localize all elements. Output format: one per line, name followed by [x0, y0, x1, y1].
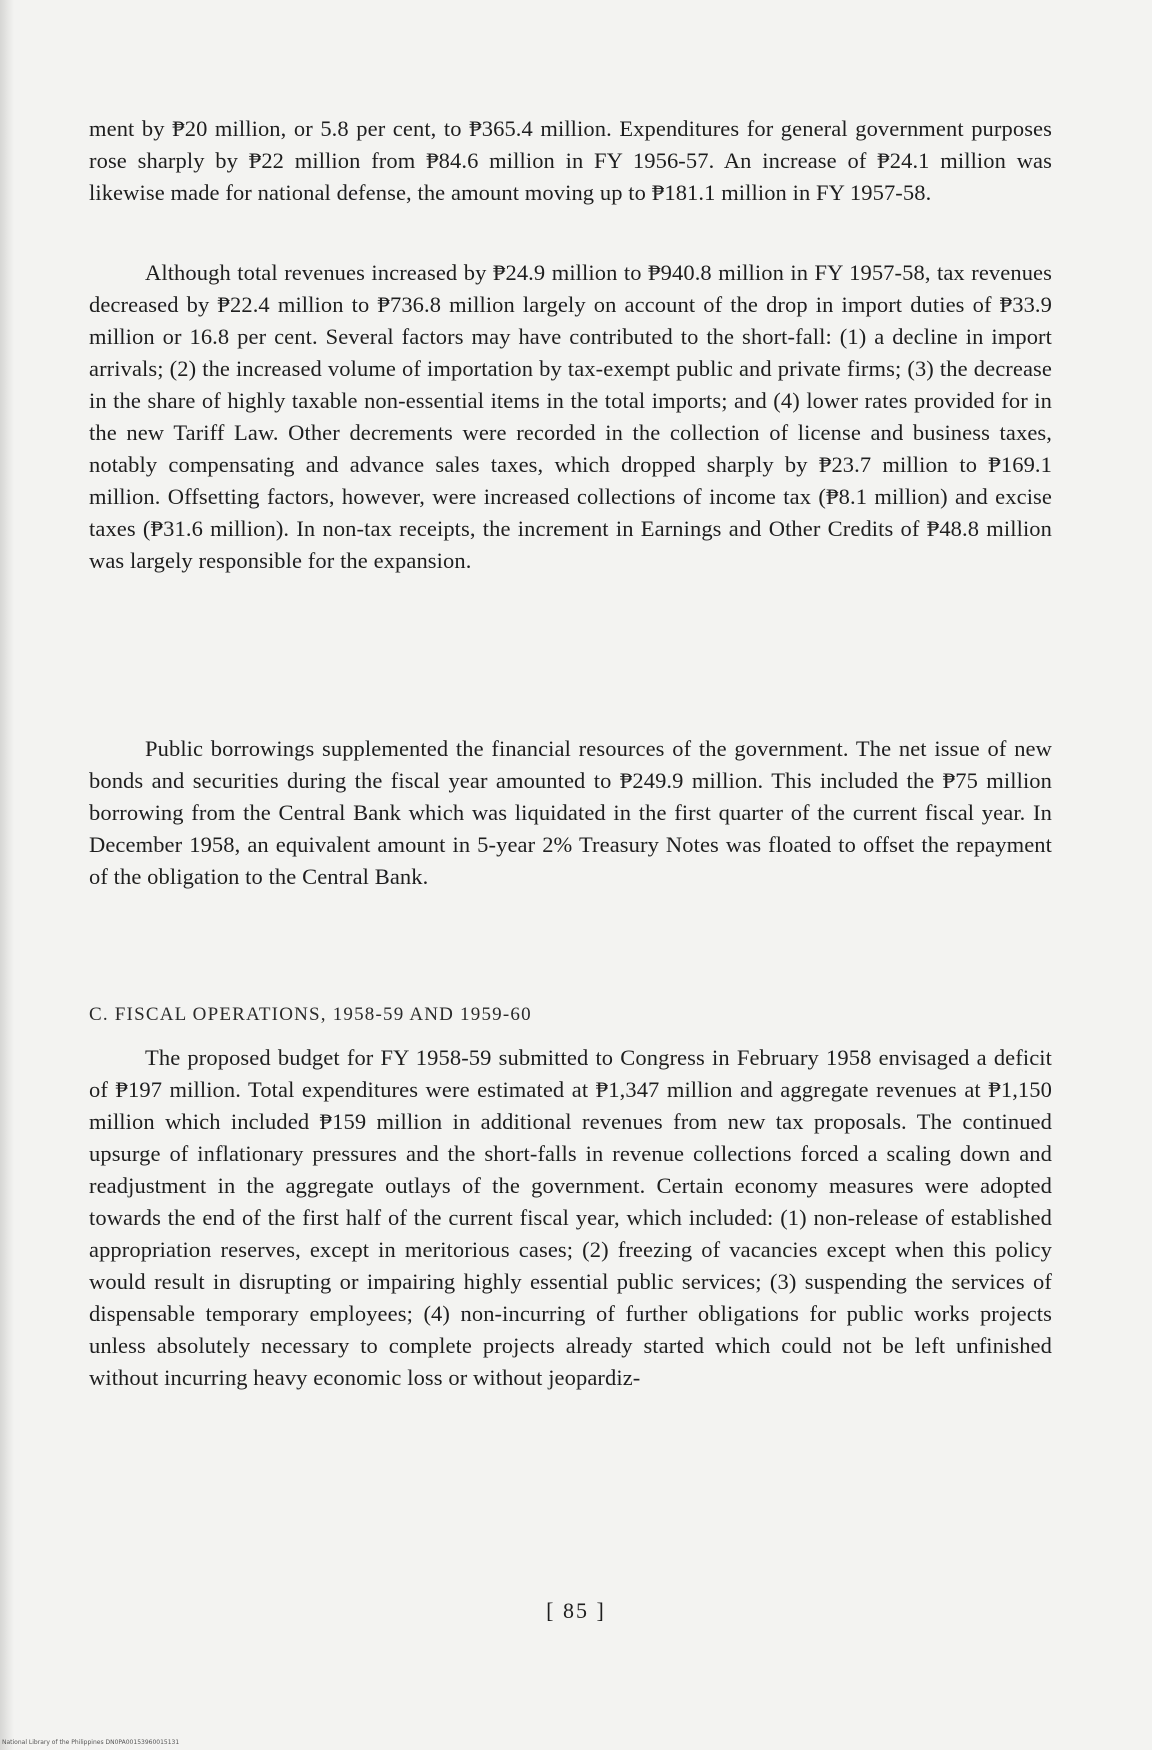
paragraph-proposed-budget: The proposed budget for FY 1958-59 submitted to Congress in February 1958 envisaged a deficit of ₱197 million. Total expenditures were estimated at ₱1,347 million and aggregate revenues at ₱1,150 million which included ₱159 million in additional revenues from new tax proposals. The continued upsurge of inflationary pressures and the short-falls in revenue collections forced a scaling down and readjustment in the aggregate outlays of the government. Certain economy measures were adopted towards the end of the first half of the current fiscal year, which included: (1) non-release of established appropriation reserves, except in meritorious cases; (2) freezing of vacancies except when this policy would result in disrupting or impairing highly essential public services; (3) suspending the services of dispensable temporary employees; (4) non-incurring of further obligations for public works projects unless absolutely necessary to complete projects already started which could not be left unfinished without incurring heavy economic loss or without jeopardiz-	[89, 1045, 1052, 1390]
page-number: [ 85 ]	[546, 1598, 606, 1623]
paragraph-revenues: Although total revenues increased by ₱24.9 million to ₱940.8 million in FY 1957-58, tax revenues decreased by ₱22.4 million to ₱736.8 million largely on account of the drop in import duties of ₱33.9 million or 16.8 per cent. Several factors may have contributed to the short-fall: (1) a decline in import arrivals; (2) the increased volume of importation by tax-exempt public and private firms; (3) the decrease in the share of highly taxable non-essential items in the total imports; and (4) lower rates provided for in the new Tariff Law. Other decrements were recorded in the collection of license and business taxes, notably compensating and advance sales taxes, which dropped sharply by ₱23.7 million to ₱169.1 million. Offsetting factors, however, were increased collections of income tax (₱8.1 million) and excise taxes (₱31.6 million). In non-tax receipts, the increment in Earnings and Other Credits of ₱48.8 million was largely responsible for the expansion.	[89, 260, 1052, 573]
paragraph-continued: ment by ₱20 million, or 5.8 per cent, to ₱365.4 million. Expenditures for general government purposes rose sharply by ₱22 million from ₱84.6 million in FY 1956-57. An increase of ₱24.1 million was likewise made for national defense, the amount moving up to ₱181.1 million in FY 1957-58.	[89, 116, 1052, 205]
footer-credit: National Library of the Philippines DN0PA00153960015131	[2, 1739, 180, 1746]
section-heading: C. FISCAL OPERATIONS, 1958-59 AND 1959-60	[89, 1004, 532, 1025]
paragraph-public-borrowings: Public borrowings supplemented the financial resources of the government. The net issue of new bonds and securities during the fiscal year amounted to ₱249.9 million. This included the ₱75 million borrowing from the Central Bank which was liquidated in the first quarter of the current fiscal year. In December 1958, an equivalent amount in 5-year 2% Treasury Notes was floated to offset the repayment of the obligation to the Central Bank.	[89, 736, 1052, 889]
page-edge-shadow	[0, 0, 14, 1750]
